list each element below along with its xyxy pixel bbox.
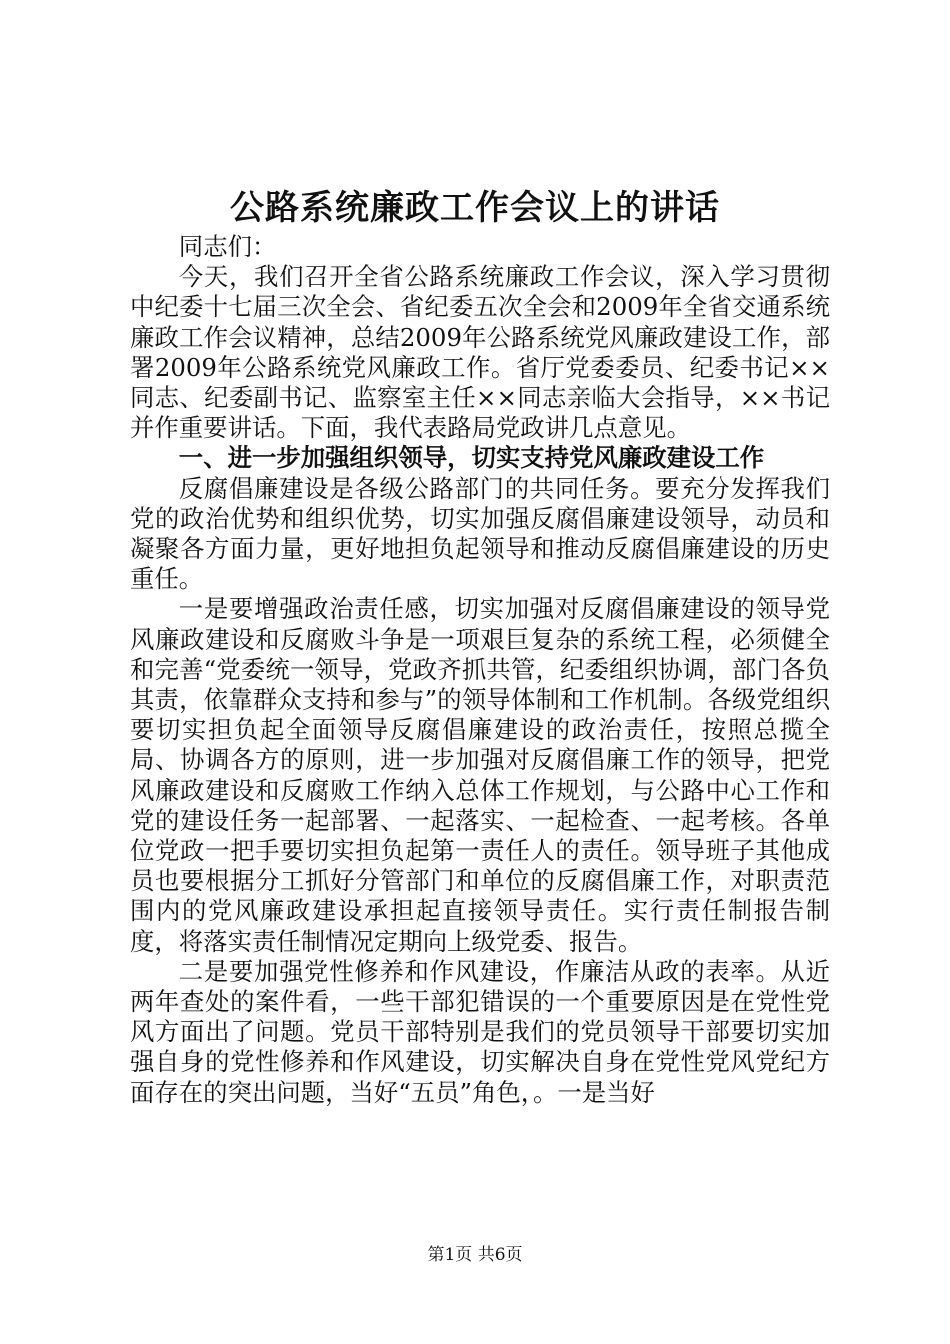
page-number-footer: 第1页 共6页 [427, 1245, 523, 1265]
document-title: 公路系统廉政工作会议上的讲话 [230, 188, 720, 228]
body-paragraph: 反腐倡廉建设是各级公路部门的共同任务。要充分发挥我们党的政治优势和组织优势，切实加强反腐倡廉建设领导，动员和凝聚各方面力量，更好地担负起领导和推动反腐倡廉建设的历史重任。 [130, 473, 830, 594]
body-paragraph: 一是要增强政治责任感，切实加强对反腐倡廉建设的领导党风廉政建设和反腐败斗争是一项艰巨复杂的系统工程，必须健全和完善“党委统一领导，党政齐抓共管，纪委组织协调，部门各负其责，依靠群众支持和参与”的领导体制和工作机制。各级党组织要切实担负起全面领导反腐倡廉建设的政治责任，按照总揽全局、协调各方的原则，进一步加强对反腐倡廉工作的领导，把党风廉政建设和反腐败工作纳入总体工作规划，与公路中心工作和党的建设任务一起部署、一起落实、一起检查、一起考核。各单位党政一把手要切实担负起第一责任人的责任。领导班子其他成员也要根据分工抓好分管部门和单位的反腐倡廉工作，对职责范围内的党风廉政建设承担起直接领导责任。实行责任制报告制度，将落实责任制情况定期向上级党委、报告。 [130, 594, 830, 956]
greeting: 同志们： [178, 232, 277, 261]
body-paragraph: 今天，我们召开全省公路系统廉政工作会议，深入学习贯彻中纪委十七届三次全会、省纪委五次全会和2009年全省交通系统廉政工作会议精神，总结2009年公路系统党风廉政建设工作，部署2009年公路系统党风廉政工作。省厅党委委员、纪委书记××同志、纪委副书记、监察室主任××同志亲临大会指导，××书记并作重要讲话。下面，我代表路局党政讲几点意见。 [130, 262, 830, 443]
body-paragraph: 二是要加强党性修养和作风建设，作廉洁从政的表率。从近两年查处的案件看，一些干部犯错误的一个重要原因是在党性党风方面出了问题。党员干部特别是我们的党员领导干部要切实加强自身的党性修养和作风建设，切实解决自身在党性党风党纪方面存在的突出问题，当好“五员”角色，。一是当好 [130, 956, 830, 1107]
document-body [130, 232, 830, 1108]
section-heading: 一、进一步加强组织领导，切实支持党风廉政建设工作 [178, 443, 765, 473]
